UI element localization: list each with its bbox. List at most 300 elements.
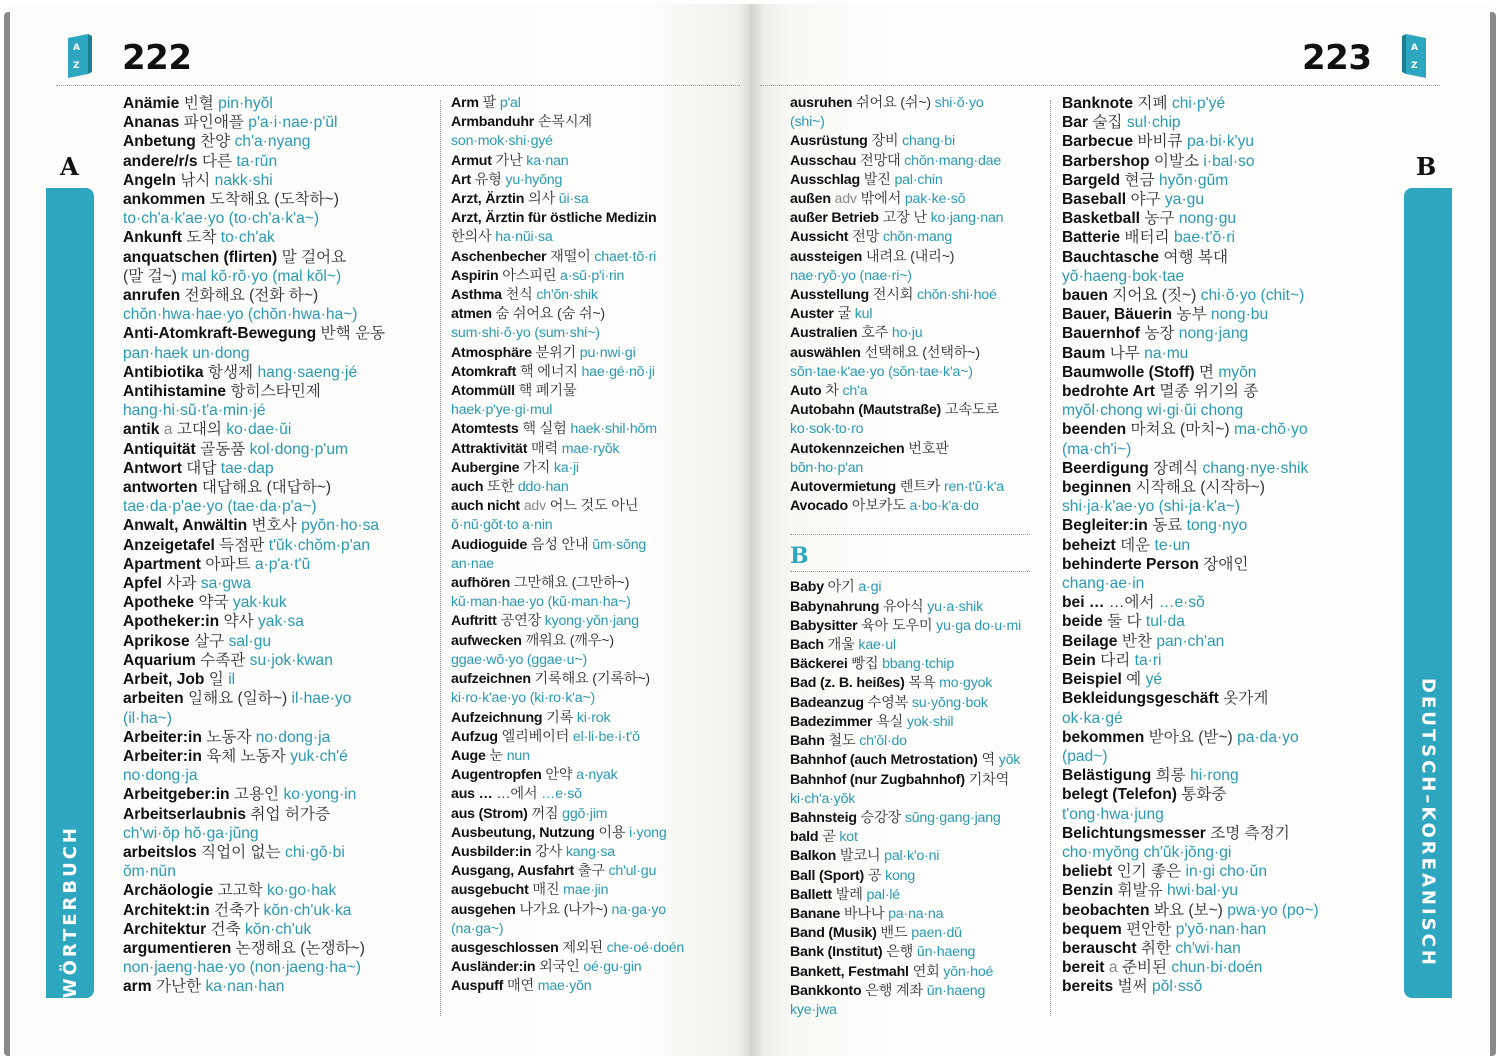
dictionary-entry — [451, 459, 750, 478]
romanization: pak·ke·sŏ — [904, 191, 966, 208]
left-page — [10, 4, 750, 1056]
korean-translation: 농장 — [1144, 325, 1175, 343]
headword: antworten — [123, 479, 198, 497]
dictionary-entry — [123, 785, 423, 804]
dictionary-entry — [451, 228, 750, 247]
headword: bequem — [1062, 920, 1122, 938]
korean-translation: 발레 — [835, 886, 863, 903]
romanization: su·yŏng·bok — [911, 694, 988, 711]
dictionary-entry — [123, 324, 423, 343]
dictionary-entry — [1062, 267, 1362, 286]
headword: Arzt, Ärztin für östliche Medizin — [451, 210, 657, 227]
korean-translation: 은행 — [886, 944, 914, 961]
dictionary-entry — [790, 440, 1090, 459]
dictionary-entry — [1062, 651, 1362, 670]
dictionary-entry — [790, 924, 1090, 943]
headword: Atmosphäre — [451, 344, 532, 361]
headword: Barbershop — [1062, 152, 1150, 170]
headword: Anti-Atomkraft-Bewegung — [123, 325, 317, 343]
romanization: ki·ch'a·yŏk — [790, 790, 856, 807]
dictionary-entry — [790, 209, 1090, 228]
romanization: ki·ro·k'ae·yo (ki·ro·k'a~) — [451, 690, 596, 707]
romanization: in·gi cho·ŭn — [1185, 863, 1268, 881]
dictionary-entry — [790, 617, 1090, 636]
dictionary-entry — [451, 555, 750, 574]
korean-translation: 면 — [1198, 363, 1214, 381]
romanization: kul — [854, 306, 873, 323]
korean-translation: 천식 — [505, 287, 533, 304]
romanization: chŏn·hwa·hae·yo (chŏn·hwa·ha~) — [123, 306, 358, 324]
romanization: chi·gŏ·bi — [285, 843, 345, 861]
korean-translation: 기록해요 (기록하~) — [534, 671, 650, 688]
romanization: sal·gu — [228, 632, 272, 650]
headword: Aufzug — [451, 728, 498, 745]
romanization: yak·sa — [258, 613, 304, 631]
korean-translation: 또한 — [487, 479, 515, 496]
dictionary-entry — [790, 751, 1090, 770]
romanization: ŭm·sŏng — [592, 536, 647, 553]
dictionary-entry — [123, 228, 423, 247]
dictionary-entry — [123, 363, 423, 382]
dictionary-entry — [1062, 843, 1362, 862]
headword: Apartment — [123, 555, 201, 573]
romanization: ko·dae·ŭi — [226, 421, 292, 439]
headword: Banknote — [1062, 95, 1134, 112]
dictionary-entry — [790, 190, 1090, 209]
headword: Bauer, Bäuerin — [1062, 306, 1173, 324]
korean-translation: 취업 허가증 — [250, 805, 331, 823]
headword: Ausschlag — [790, 171, 860, 188]
dictionary-entry — [790, 694, 1090, 713]
romanization: sŭng·gang·jang — [904, 809, 1001, 826]
dictionary-entry — [451, 728, 750, 747]
dictionary-entry — [790, 171, 1090, 190]
romanization: tong·nyo — [1186, 517, 1248, 535]
korean-translation: 직업이 없는 — [201, 843, 281, 861]
korean-translation: 쉬어요 (쉬~) — [856, 95, 931, 111]
dictionary-entry — [123, 478, 423, 497]
korean-translation: 술집 — [1092, 114, 1123, 132]
headword: ausgebucht — [451, 882, 529, 899]
korean-translation: 아기 — [827, 579, 855, 596]
romanization: na·ga·yo — [611, 901, 666, 918]
headword: berauscht — [1062, 939, 1137, 957]
dictionary-entry — [790, 771, 1090, 790]
dictionary-entry — [451, 497, 750, 516]
dictionary-entry — [451, 920, 750, 939]
korean-translation: 논쟁해요 (논쟁하~) — [235, 939, 365, 957]
headword: Aussicht — [790, 229, 849, 246]
dictionary-entry — [451, 190, 750, 209]
korean-translation: 배터리 — [1124, 229, 1170, 247]
section-divider — [790, 534, 1030, 535]
headword: Architektur — [123, 920, 207, 938]
dictionary-entry — [790, 674, 1090, 693]
headword: Batterie — [1062, 229, 1121, 247]
korean-translation: 육아 도우미 — [861, 617, 933, 634]
headword: Begleiter:in — [1062, 517, 1148, 535]
dictionary-entry — [1062, 632, 1362, 651]
headword: Augentropfen — [451, 767, 542, 784]
headword: Bankett, Festmahl — [790, 963, 909, 980]
dictionary-entry — [1062, 344, 1362, 363]
dictionary-entry — [451, 709, 750, 728]
romanization: il — [228, 671, 236, 689]
section-heading-b: B — [790, 543, 809, 570]
headword: andere/r/s — [123, 152, 198, 170]
dictionary-entry — [123, 132, 423, 151]
thumb-tab — [46, 188, 94, 998]
korean-translation: 시작해요 (시작하~) — [1135, 479, 1265, 497]
romanization: pa·da·yo — [1237, 728, 1299, 746]
dictionary-entry — [790, 943, 1090, 962]
tab-label: WÖRTERBUCH — [59, 824, 81, 998]
korean-translation: 낚시 — [180, 171, 211, 189]
korean-translation: 일해요 (일하~) — [188, 690, 288, 708]
korean-translation: 욕실 — [876, 713, 904, 730]
dictionary-entry — [451, 248, 750, 267]
korean-translation: 재떨이 — [550, 248, 591, 265]
romanization: haek·p'ye·gi·mul — [451, 402, 553, 419]
headword: Aubergine — [451, 459, 520, 476]
headword: Architekt:in — [123, 901, 210, 919]
headword: Angeln — [123, 171, 176, 189]
headword: Ausrüstung — [790, 133, 868, 150]
headword: beobachten — [1062, 901, 1150, 919]
headword: Bar — [1062, 114, 1089, 132]
header-rule — [56, 85, 740, 86]
headword: Bank (Institut) — [790, 944, 883, 961]
dictionary-entry — [123, 824, 423, 843]
dictionary-entry — [451, 593, 750, 612]
headword: beheizt — [1062, 536, 1116, 554]
korean-translation: 숨 쉬어요 (숨 쉬~) — [495, 306, 605, 323]
romanization: chaet·tŏ·ri — [594, 248, 657, 265]
headword: Armut — [451, 152, 492, 169]
headword: ausgeschlossen — [451, 939, 559, 956]
dictionary-entry — [123, 843, 423, 862]
romanization: hang·hi·sŭ·t'a·min·jé — [123, 402, 266, 420]
romanization: pu·nwi·gi — [579, 344, 636, 361]
dictionary-entry — [123, 113, 423, 132]
korean-translation: 고속도로 — [944, 402, 999, 419]
korean-translation: 외국인 — [539, 959, 580, 976]
dictionary-entry — [1062, 152, 1362, 171]
dictionary-entry — [1062, 689, 1362, 708]
korean-translation: 출구 — [577, 863, 605, 880]
korean-translation: 굴 — [837, 306, 852, 323]
headword: Ball (Sport) — [790, 867, 865, 884]
korean-translation: 대답 — [186, 459, 217, 477]
dictionary-entry — [123, 459, 423, 478]
tab-label: DEUTSCH–KOREANISCH — [1417, 678, 1439, 968]
dictionary-entry — [123, 209, 423, 228]
dictionary-entry — [451, 344, 750, 363]
romanization: paen·dŭ — [911, 925, 962, 942]
headword: Antwort — [123, 459, 182, 477]
korean-translation: 도착해요 (도착하~) — [209, 191, 339, 209]
romanization: ŭi·sa — [558, 191, 589, 208]
korean-translation: 공연장 — [500, 613, 541, 630]
headword: Antiquität — [123, 440, 196, 458]
korean-translation: 번호판 — [908, 440, 949, 457]
romanization: tae·dap — [220, 459, 274, 477]
dictionary-entry — [451, 958, 750, 977]
dictionary-entry — [451, 305, 750, 324]
dictionary-entry — [123, 805, 423, 824]
headword: Arbeiter:in — [123, 728, 202, 746]
romanization: yuk·ch'é — [290, 747, 348, 765]
dictionary-entry — [790, 598, 1090, 617]
korean-translation: 지폐 — [1137, 95, 1168, 112]
headword: aufwecken — [451, 632, 522, 649]
column-2 — [451, 94, 750, 997]
korean-translation: 승강장 — [860, 809, 902, 826]
headword: aussteigen — [790, 248, 863, 265]
dictionary-entry — [451, 209, 750, 228]
headword: Anämie — [123, 95, 180, 112]
korean-translation: 찬양 — [200, 133, 231, 151]
headword: Bahnhof (auch Metrostation) — [790, 752, 978, 769]
korean-translation: 반찬 — [1121, 632, 1152, 650]
romanization: hyŏn·gŭm — [1158, 171, 1229, 189]
az-book-icon — [66, 32, 94, 78]
korean-translation: 통화중 — [1181, 786, 1227, 804]
headword: Arm — [451, 95, 479, 111]
dictionary-entry — [123, 94, 423, 113]
korean-translation: 데운 — [1120, 536, 1151, 554]
korean-translation: 손목시계 — [537, 114, 592, 131]
dictionary-entry — [451, 152, 750, 171]
headword: Ausstellung — [790, 287, 869, 304]
romanization: sŏn·tae·k'ae·yo (sŏn·tae·k'a~) — [790, 363, 973, 380]
dictionary-entry — [123, 440, 423, 459]
headword: Apotheke — [123, 594, 195, 612]
headword: Archäologie — [123, 882, 214, 900]
dictionary-entry — [123, 632, 423, 651]
dictionary-entry — [790, 497, 1090, 516]
romanization: ch'ul·gu — [608, 863, 657, 880]
dictionary-entry — [451, 363, 750, 382]
romanization: a·nyak — [576, 767, 618, 784]
korean-translation: 고용인 — [233, 786, 280, 804]
korean-translation: 고장 난 — [882, 210, 927, 227]
svg-text:Z: Z — [73, 61, 80, 71]
dictionary-entry — [1062, 190, 1362, 209]
korean-translation: 나무 — [1109, 344, 1140, 362]
korean-translation: 노동자 — [206, 728, 252, 746]
dictionary-entry — [790, 344, 1090, 363]
korean-translation: 조명 측정기 — [1210, 824, 1290, 842]
korean-translation: 빵집 — [851, 656, 879, 673]
dictionary-entry — [123, 344, 423, 363]
dictionary-entry — [451, 440, 750, 459]
headword: Ausbeutung, Nutzung — [451, 824, 595, 841]
headword: ausgehen — [451, 901, 516, 918]
romanization: mae·ryŏk — [561, 440, 620, 457]
headword: Antihistamine — [123, 383, 227, 401]
headword: Auspuff — [451, 978, 504, 995]
korean-translation: 건축가 — [214, 901, 260, 919]
romanization: yu·ga do·u·mi — [936, 617, 1022, 634]
korean-translation: 건축 — [210, 920, 241, 938]
dictionary-entry — [123, 612, 423, 631]
dictionary-entry — [1062, 805, 1362, 824]
dictionary-entry — [790, 1001, 1090, 1020]
headword: Auge — [451, 747, 486, 764]
romanization: yŏ·haeng·bok·tae — [1062, 267, 1185, 285]
headword: Ballett — [790, 886, 832, 903]
korean-translation: 꺼짐 — [531, 805, 559, 822]
headword: Baseball — [1062, 191, 1127, 209]
dictionary-entry — [123, 267, 423, 286]
headword: Bahnhof (nur Zugbahnhof) — [790, 771, 965, 788]
korean-translation: 골동품 — [200, 440, 246, 458]
section-divider — [790, 571, 1030, 572]
romanization: pŏl·ssŏ — [1151, 978, 1203, 996]
dictionary-entry — [123, 651, 423, 670]
headword: Ausschau — [790, 152, 857, 169]
column-separator — [1050, 100, 1051, 1016]
headword: ankommen — [123, 191, 206, 209]
korean-translation: 벌써 — [1117, 978, 1148, 996]
korean-translation: 항히스타민제 — [230, 383, 321, 401]
dictionary-entry — [123, 901, 423, 920]
dictionary-entry — [1062, 171, 1362, 190]
headword: beenden — [1062, 421, 1127, 439]
korean-translation: 유형 — [474, 171, 502, 188]
dictionary-entry — [790, 655, 1090, 674]
korean-translation: 살구 — [194, 632, 225, 650]
headword: Auto — [790, 383, 822, 400]
romanization: ch'ŏn·shik — [536, 287, 598, 304]
headword: Belichtungsmesser — [1062, 824, 1206, 842]
romanization: ko·go·hak — [267, 882, 337, 900]
korean-translation: 호주 — [861, 325, 889, 342]
romanization: chun·bi·doén — [1171, 959, 1263, 977]
dictionary-entry — [790, 459, 1090, 478]
dictionary-entry — [451, 113, 750, 132]
dictionary-entry — [790, 886, 1090, 905]
dictionary-entry — [123, 497, 423, 516]
dictionary-entry — [1062, 248, 1362, 267]
dictionary-entry — [451, 516, 750, 535]
headword: bekommen — [1062, 728, 1145, 746]
headword: bereit — [1062, 959, 1105, 977]
korean-translation: 수족관 — [200, 651, 246, 669]
romanization: (na·ga~) — [451, 920, 504, 937]
dictionary-entry — [123, 689, 423, 708]
korean-translation: 다른 — [201, 152, 233, 170]
romanization: kot — [839, 829, 858, 846]
dictionary-entry — [1062, 478, 1362, 497]
headword: Apfel — [123, 575, 162, 593]
romanization: ggae·wŏ·yo (ggae·u~) — [451, 651, 587, 668]
headword: auch nicht — [451, 498, 520, 515]
dictionary-entry — [1062, 555, 1362, 574]
korean-translation: 핵 실험 — [522, 421, 567, 438]
romanization: haek·shil·hŏm — [570, 421, 657, 438]
korean-translation: 은행 계좌 — [865, 982, 924, 999]
romanization: kol·dong·p'um — [249, 440, 348, 458]
romanization: pyŏn·ho·sa — [301, 517, 380, 535]
dictionary-entry — [790, 847, 1090, 866]
dictionary-entry — [123, 939, 423, 958]
romanization: ŭn·haeng — [916, 944, 976, 961]
dictionary-entry — [123, 555, 423, 574]
korean-translation: 강사 — [535, 843, 563, 860]
romanization: shi·ja·k'ae·yo (shi·ja·k'a~) — [1062, 498, 1240, 516]
headword: Autovermietung — [790, 479, 896, 496]
korean-translation: 공 — [867, 867, 882, 884]
dictionary-entry — [1062, 228, 1362, 247]
headword: Aquarium — [123, 651, 196, 669]
romanization: p'yŏ·nan·han — [1175, 920, 1267, 938]
romanization: pa·bi·k'yu — [1186, 133, 1255, 151]
headword: anquatschen (flirten) — [123, 248, 278, 266]
headword: Autobahn (Mautstraße) — [790, 402, 942, 419]
korean-translation: 바나나 — [843, 905, 885, 922]
dictionary-entry — [123, 670, 423, 689]
romanization: kŏn·ch'uk — [245, 920, 312, 938]
headword: Australien — [790, 325, 858, 342]
dictionary-entry — [1062, 209, 1362, 228]
romanization: ko·sok·to·ro — [790, 421, 864, 438]
korean-translation: 안약 — [545, 767, 573, 784]
korean-translation: 약국 — [198, 594, 229, 612]
dictionary-entry — [790, 713, 1090, 732]
romanization: ya·gu — [1164, 191, 1204, 209]
headword: antik — [123, 421, 160, 439]
dictionary-entry — [123, 862, 423, 881]
dictionary-entry — [451, 478, 750, 497]
romanization: kŏn·ch'uk·ka — [263, 901, 352, 919]
headword: Arbeit, Job — [123, 671, 205, 689]
romanization: chi·p'yé — [1171, 95, 1226, 112]
korean-translation: 도착 — [186, 229, 217, 247]
korean-translation: 장비 — [871, 133, 899, 150]
column-separator — [440, 100, 441, 1016]
headword: Barbecue — [1062, 133, 1134, 151]
page-number: 223 — [1302, 38, 1372, 78]
headword: bedrohte Art — [1062, 383, 1155, 401]
korean-translation: 렌트카 — [899, 479, 941, 496]
romanization: pan·ch'an — [1156, 632, 1225, 650]
korean-translation: 기록 — [546, 709, 574, 726]
korean-translation: 이발소 — [1153, 152, 1200, 170]
header-rule — [760, 85, 1440, 86]
dictionary-entry — [123, 709, 423, 728]
romanization: ha·nŭi·sa — [495, 229, 553, 246]
dictionary-entry — [451, 805, 750, 824]
romanization: tae·da·p'ae·yo (tae·da·p'a~) — [123, 498, 317, 516]
dictionary-entry — [1062, 593, 1362, 612]
romanization: tul·da — [1145, 613, 1185, 631]
headword: bei … — [1062, 594, 1105, 612]
column-3 — [790, 94, 1090, 1020]
dictionary-entry — [451, 766, 750, 785]
part-of-speech: adv — [523, 498, 546, 515]
svg-text:A: A — [73, 43, 80, 53]
dictionary-entry — [123, 516, 423, 535]
korean-translation: 한의사 — [451, 229, 492, 246]
korean-translation: 발진 — [863, 171, 891, 188]
korean-translation: 어느 것도 아닌 — [549, 498, 639, 515]
romanization: non·jaeng·hae·yo (non·jaeng·ha~) — [123, 959, 361, 977]
romanization: il·hae·yo — [291, 690, 352, 708]
dictionary-entry — [123, 574, 423, 593]
column-1 — [123, 94, 423, 997]
